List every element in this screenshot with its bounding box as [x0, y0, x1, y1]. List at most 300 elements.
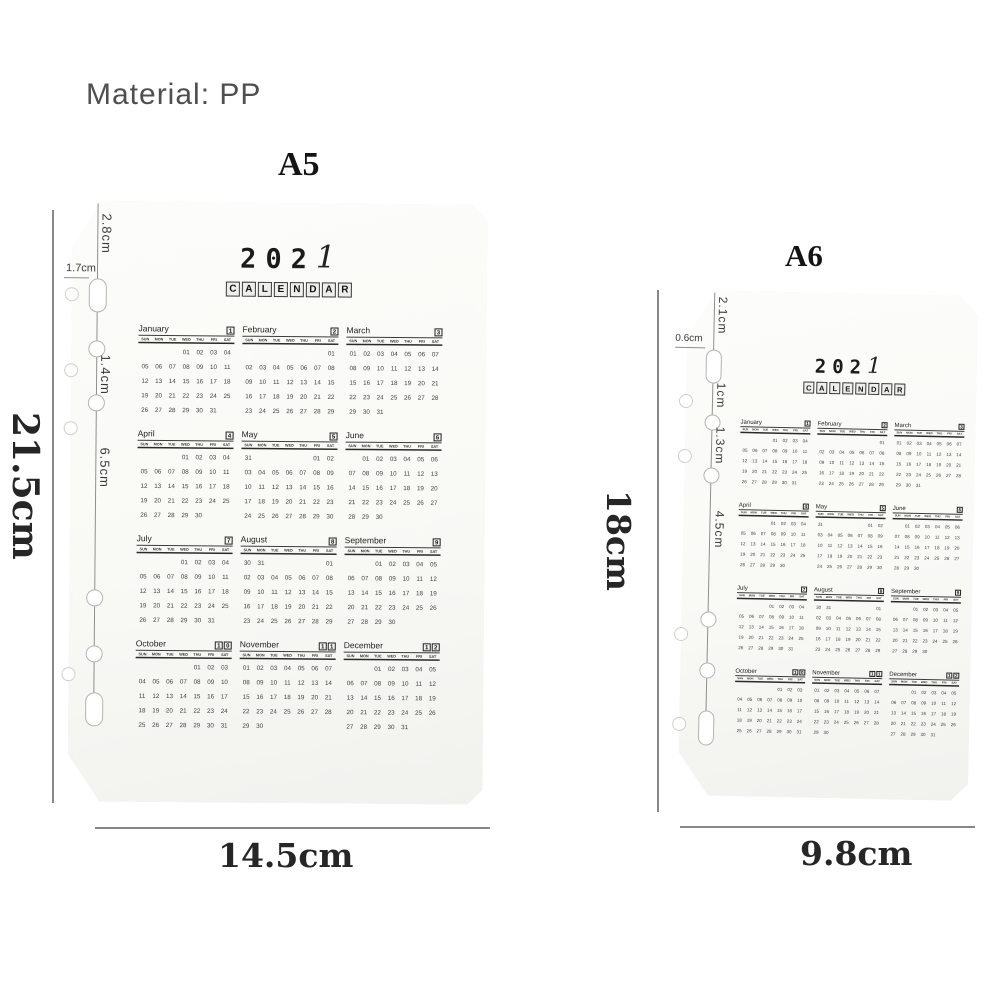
weekday-label: TUE [374, 653, 382, 659]
date-cell: 07 [857, 532, 863, 538]
date-cell: 22 [912, 638, 918, 644]
month-number-box: 5 [881, 505, 885, 511]
date-cell: 17 [208, 482, 216, 490]
date-cell: 24 [828, 480, 834, 486]
date-cell: 29 [866, 564, 873, 570]
weekday-label: FRI [945, 515, 950, 519]
date-cell: 02 [207, 663, 215, 671]
month-block [242, 325, 347, 431]
date-cell: 27 [299, 407, 307, 415]
date-cell: 11 [403, 469, 411, 477]
a6-year-text [815, 353, 882, 379]
date-cell: 26 [140, 511, 148, 519]
date-cell: 06 [847, 532, 853, 538]
date-cell [283, 346, 297, 361]
weekday-label: MON [154, 336, 164, 342]
date-cell: 04 [271, 573, 279, 581]
date-cell [740, 434, 750, 445]
date-cell: 31 [791, 479, 797, 486]
date-cell: 19 [936, 461, 942, 468]
date-cell [219, 508, 233, 523]
date-cell: 29 [373, 723, 381, 731]
a5-months-grid [135, 324, 451, 747]
date-cell: 20 [346, 708, 354, 716]
date-cell [817, 436, 827, 447]
date-cell: 22 [770, 552, 776, 558]
date-cell: 02 [196, 348, 204, 356]
date-cell: 09 [782, 448, 788, 454]
weekday-label: FRI [789, 595, 795, 599]
dates-grid [891, 519, 962, 574]
date-cell: 16 [782, 458, 788, 464]
date-cell: 22 [193, 707, 201, 715]
date-cell: 25 [835, 646, 841, 653]
year-last-digit: 1 [315, 239, 336, 276]
month-number-box: 8 [329, 537, 337, 545]
weekday-label: SUN [348, 443, 357, 449]
date-cell: 21 [348, 498, 356, 506]
date-cell: 24 [244, 511, 252, 520]
weekday-label: MON [151, 651, 161, 657]
date-cell [399, 615, 413, 630]
month-name: July [737, 584, 748, 592]
date-cell: 25 [940, 721, 946, 727]
calendar-letter-tile: C [226, 282, 240, 297]
date-cell: 10 [788, 614, 795, 620]
weekday-label: MON [360, 548, 370, 554]
date-cell: 30 [786, 728, 792, 735]
date-cell: 09 [243, 587, 251, 596]
weekday-label: SUN [245, 337, 254, 343]
month-name: February [242, 324, 277, 335]
calendar-letter-tile: E [274, 282, 288, 297]
date-cell: 03 [834, 687, 840, 694]
weekday-label: WED [768, 594, 776, 598]
weekday-label: SUN [139, 546, 148, 552]
date-cell [758, 518, 768, 529]
date-cell: 12 [742, 457, 748, 464]
month-number-badge [801, 586, 807, 592]
date-cell: 30 [362, 407, 370, 416]
month-number-badge [225, 537, 233, 545]
date-cell: 09 [326, 469, 334, 477]
date-cell: 31 [915, 482, 921, 488]
date-cell: 03 [790, 520, 797, 527]
date-cell: 18 [270, 602, 278, 610]
date-cell: 03 [377, 350, 385, 358]
weekday-label: SAT [877, 514, 884, 518]
weekday-label: WED [284, 548, 293, 553]
date-cell: 10 [834, 698, 840, 704]
date-cell: 04 [800, 521, 807, 527]
a5-width-label: 14.5cm [218, 836, 354, 875]
date-cell: 12 [152, 692, 160, 700]
date-cell: 08 [181, 467, 189, 475]
date-cell: 05 [284, 573, 292, 581]
month-name: June [892, 504, 906, 512]
date-cell: 16 [778, 624, 784, 630]
date-cell: 27 [863, 720, 869, 726]
calendar-letter-tile: A [816, 382, 827, 394]
date-cell: 13 [859, 460, 865, 466]
date-cell: 07 [299, 468, 307, 477]
date-cell: 05 [849, 449, 855, 455]
date-cell: 01 [374, 665, 382, 673]
date-cell: 24 [833, 719, 839, 725]
date-cell: 18 [223, 377, 231, 385]
date-cell: 19 [837, 553, 843, 559]
date-cell: 18 [838, 470, 845, 476]
date-cell [765, 684, 775, 695]
date-cell: 09 [787, 697, 793, 703]
date-cell: 07 [360, 679, 368, 687]
date-cell: 04 [844, 688, 850, 694]
date-cell: 05 [152, 677, 160, 685]
date-cell: 29 [771, 479, 777, 485]
date-cell [948, 730, 958, 741]
month-title-row [138, 429, 234, 442]
weekday-label: SUN [349, 338, 358, 344]
year-digit: 0 [831, 356, 844, 379]
date-cell: 01 [769, 603, 775, 609]
month-number-badge [330, 432, 338, 440]
date-cell: 12 [271, 483, 279, 491]
date-cell: 01 [327, 349, 335, 357]
a6-width-label: 9.8cm [800, 834, 913, 873]
date-cell: 18 [940, 711, 947, 717]
date-cell [835, 519, 845, 530]
weekday-label: THU [936, 432, 943, 436]
date-cell: 15 [182, 377, 190, 385]
date-cell: 02 [256, 664, 264, 672]
date-cell: 26 [935, 472, 942, 478]
date-cell [256, 345, 270, 360]
date-cell: 04 [272, 363, 280, 371]
date-cell: 16 [387, 694, 395, 702]
date-cell: 13 [855, 626, 861, 632]
weekday-label: THU [857, 513, 864, 517]
weekday-label: SAT [223, 337, 232, 343]
month-inner [814, 503, 885, 573]
date-cell: 17 [258, 392, 266, 400]
a5-binder-round-hole [86, 645, 103, 662]
date-cell: 14 [299, 483, 307, 491]
date-cell: 24 [208, 497, 216, 505]
date-cell: 12 [738, 623, 744, 630]
date-cell: 15 [242, 692, 250, 701]
a5-width-dimension-line [95, 827, 490, 829]
date-cell: 29 [895, 482, 901, 488]
date-cell: 03 [829, 449, 835, 455]
month-name: January [138, 323, 169, 334]
date-cell: 07 [758, 613, 765, 619]
date-cell: 02 [363, 349, 371, 358]
date-cell [343, 661, 357, 676]
date-cell: 26 [950, 721, 956, 727]
weekday-label: THU [780, 512, 787, 516]
date-cell: 31 [930, 731, 936, 738]
date-cell: 15 [879, 460, 885, 466]
a5-calendar-word [226, 282, 352, 298]
weekday-label: TUE [836, 596, 842, 600]
date-cell: 07 [874, 688, 880, 694]
date-cell: 22 [325, 603, 333, 611]
weekday-label: SUN [138, 651, 147, 657]
date-cell: 08 [242, 678, 250, 686]
date-cell: 11 [416, 574, 423, 583]
date-cell: 19 [845, 636, 851, 642]
date-cell: 12 [837, 542, 843, 549]
date-cell: 28 [324, 708, 332, 716]
date-cell: 20 [154, 496, 162, 504]
month-name: June [345, 430, 365, 441]
date-cell: 10 [220, 678, 228, 686]
date-cell: 27 [892, 648, 898, 654]
month-inner [136, 534, 233, 628]
date-cell: 27 [417, 393, 425, 402]
date-cell: 18 [138, 706, 146, 714]
month-inner [241, 430, 338, 524]
date-cell: 14 [348, 483, 356, 491]
date-cell [138, 344, 152, 359]
date-cell: 04 [926, 440, 932, 446]
date-cell [847, 436, 857, 447]
date-cell: 26 [741, 478, 747, 485]
weekday-label: THU [402, 549, 411, 554]
weekday-label: FRI [943, 598, 949, 602]
date-cell: 01 [867, 522, 873, 528]
date-cell: 24 [788, 635, 794, 641]
date-cell: 09 [815, 625, 821, 631]
weekday-label: TUE [167, 442, 176, 447]
date-cell: 22 [180, 601, 188, 609]
weekday-label: MON [748, 594, 756, 598]
date-cell: 19 [286, 392, 294, 400]
date-cell: 24 [258, 407, 266, 415]
month-inner [344, 536, 441, 630]
date-cell: 02 [782, 437, 788, 443]
dates-grid [893, 436, 964, 491]
date-cell: 03 [931, 689, 937, 696]
date-cell: 27 [756, 728, 762, 734]
a5-binder-round-hole [86, 589, 103, 606]
month-number-box: 1 [871, 671, 874, 677]
calendar-letter-tile: C [803, 381, 814, 393]
date-cell: 06 [946, 441, 952, 447]
date-cell: 10 [401, 679, 409, 687]
weekday-label: SUN [817, 512, 824, 516]
date-cell: 11 [415, 679, 423, 688]
weekday-label: MON [829, 429, 836, 434]
month-block [893, 421, 972, 506]
date-cell: 20 [285, 497, 293, 505]
date-cell: 22 [895, 471, 902, 477]
date-cell: 29 [242, 721, 250, 730]
date-cell: 18 [390, 379, 398, 387]
date-cell: 12 [854, 698, 860, 704]
date-cell [282, 451, 296, 466]
date-cell: 26 [286, 407, 294, 415]
weekday-label: MON [746, 677, 754, 681]
date-cell: 06 [153, 572, 161, 580]
date-cell: 29 [349, 407, 357, 415]
weekday-label: SAT [879, 431, 886, 435]
date-cell: 03 [402, 560, 410, 568]
month-number-badge [423, 643, 440, 651]
date-cell: 28 [361, 617, 369, 626]
date-cell: 06 [155, 362, 163, 370]
calendar-letter-tile: L [258, 282, 272, 297]
month-block [346, 326, 451, 432]
month-number-box: 7 [802, 586, 806, 593]
date-cell: 06 [298, 573, 306, 581]
date-cell: 23 [375, 498, 383, 506]
date-cell: 25 [257, 512, 265, 520]
weekday-label: SUN [742, 428, 749, 432]
date-cell: 10 [792, 448, 798, 454]
date-cell: 12 [936, 451, 942, 457]
date-cell [921, 563, 931, 574]
date-cell: 08 [768, 614, 775, 620]
date-cell: 27 [858, 481, 864, 487]
date-cell: 26 [297, 707, 305, 715]
weekday-label: MON [825, 595, 833, 600]
date-cell [414, 405, 428, 420]
weekday-label: WED [926, 432, 933, 436]
date-cell: 20 [890, 720, 896, 726]
date-cell: 20 [417, 379, 425, 387]
date-cell: 16 [818, 470, 825, 476]
date-cell [311, 346, 325, 361]
date-cell [152, 344, 166, 359]
date-cell: 29 [770, 562, 776, 568]
year-last-digit: 1 [866, 353, 882, 380]
month-number-box: 2 [330, 327, 338, 335]
month-inner [736, 584, 807, 654]
weekday-label: FRI [787, 678, 793, 682]
date-cell: 13 [285, 483, 293, 491]
weekday-label: TUE [167, 547, 175, 552]
date-cell: 10 [825, 625, 831, 631]
date-cell: 14 [758, 624, 764, 630]
date-cell [787, 560, 797, 571]
calendar-letter-tile: N [290, 282, 304, 297]
date-cell: 23 [388, 603, 396, 611]
date-cell: 30 [778, 645, 784, 651]
a5-edge-notch [64, 421, 78, 435]
date-cell: 12 [140, 482, 148, 490]
date-cell: 12 [428, 680, 436, 688]
date-cell: 26 [740, 561, 746, 568]
date-cell: 02 [376, 455, 384, 463]
month-name: December [889, 670, 918, 678]
date-cell: 24 [817, 563, 823, 569]
date-cell: 01 [896, 440, 902, 446]
date-cell: 11 [827, 542, 833, 548]
date-cell: 04 [222, 453, 230, 461]
date-cell: 15 [312, 483, 320, 491]
date-cell: 30 [781, 479, 787, 485]
date-cell: 01 [242, 663, 250, 672]
date-cell: 28 [299, 512, 307, 520]
date-cell: 23 [256, 707, 264, 715]
date-cell [255, 450, 269, 465]
date-cell: 13 [864, 699, 870, 705]
date-cell: 17 [389, 484, 397, 492]
date-cell: 27 [890, 731, 896, 737]
date-cell: 27 [165, 721, 173, 729]
date-cell: 08 [772, 448, 778, 454]
weekday-label: SAT [874, 680, 880, 684]
date-cell [837, 436, 847, 447]
date-cell: 05 [271, 468, 280, 476]
date-cell [861, 728, 871, 739]
date-cell: 21 [361, 603, 369, 611]
date-cell: 18 [934, 544, 940, 551]
date-cell: 02 [906, 440, 912, 446]
date-cell: 01 [180, 558, 188, 566]
month-number-box: 3 [960, 424, 963, 430]
weekday-label: WED [766, 677, 774, 681]
date-cell: 01 [904, 523, 910, 529]
date-cell: 14 [360, 693, 368, 702]
month-inner [135, 639, 232, 733]
date-cell: 13 [300, 378, 308, 386]
calendar-letter-tile: D [306, 282, 320, 297]
date-cell: 19 [416, 484, 424, 492]
date-cell: 06 [757, 696, 763, 702]
date-cell [797, 560, 807, 571]
date-cell: 10 [210, 363, 218, 371]
weekday-label: MON [152, 546, 162, 552]
weekday-label: FRI [418, 339, 425, 344]
date-cell: 30 [326, 512, 334, 520]
a5-hole-gap-dim-label: 1.4cm [97, 354, 114, 395]
date-cell: 19 [738, 634, 744, 640]
date-cell: 06 [300, 363, 308, 372]
date-cell: 21 [760, 551, 766, 557]
date-cell: 04 [283, 664, 291, 672]
date-cell [282, 556, 296, 571]
weekday-label: SAT [802, 429, 809, 433]
date-cell: 27 [748, 645, 754, 651]
month-block [240, 535, 345, 641]
date-cell [745, 683, 755, 694]
weekday-label: SAT [799, 595, 805, 599]
date-cell: 22 [904, 554, 910, 560]
date-cell: 13 [347, 588, 355, 596]
date-cell: 26 [837, 563, 843, 570]
date-cell: 24 [924, 555, 930, 561]
date-cell: 23 [815, 646, 821, 652]
month-block [814, 503, 893, 588]
date-cell: 13 [890, 710, 897, 716]
date-cell: 14 [431, 365, 439, 373]
date-cell: 21 [873, 709, 880, 715]
date-cell: 29 [182, 406, 190, 414]
weekday-label: FRI [793, 429, 798, 433]
date-cell: 27 [751, 479, 757, 485]
date-cell: 25 [934, 555, 940, 561]
date-cell: 26 [404, 393, 412, 401]
date-cell: 28 [893, 565, 900, 571]
date-cell: 29 [875, 647, 881, 653]
weekday-label: WED [388, 548, 397, 554]
date-cell: 09 [207, 678, 215, 686]
date-cell: 23 [206, 707, 215, 715]
weekday-label: MON [257, 442, 267, 448]
date-cell: 08 [327, 364, 335, 372]
